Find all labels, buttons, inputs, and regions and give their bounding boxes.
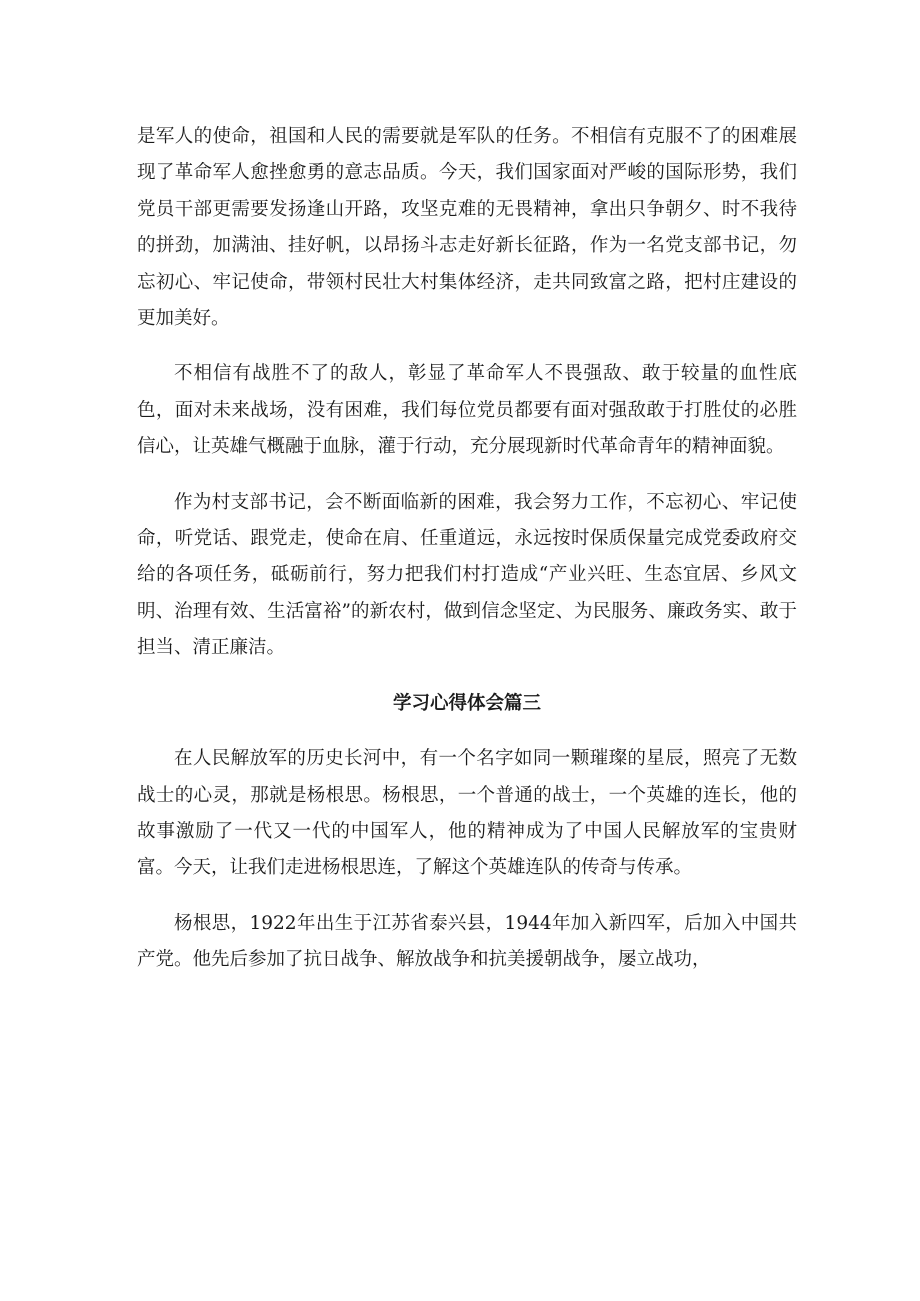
paragraph: 作为村支部书记，会不断面临新的困难，我会努力工作，不忘初心、牢记使命，听党话、跟党走，使命在肩、任重道远，永远按时保质保量完成党委政府交给的各项任务，砥砺前行，努力把我们村打造成“产业兴旺、生态宜居、乡风文明、治理有效、生活富裕”的新农村，做到信念坚定、为民服务、廉政务实、敢于担当、清正廉洁。: [137, 491, 797, 659]
section-heading: 学习心得体会篇三: [392, 692, 541, 714]
paragraph: 在人民解放军的历史长河中，有一个名字如同一颗璀璨的星辰，照亮了无数战士的心灵，那就是杨根思。杨根思，一个普通的战士，一个英雄的连长，他的故事激励了一代又一代的中国军人，他的精神成为了中国人民解放军的宝贵财富。今天，让我们走进杨根思连，了解这个英雄连队的传奇与传承。: [137, 748, 797, 879]
paragraph: 杨根思，1922年出生于江苏省泰兴县，1944年加入新四军，后加入中国共产党。他先后参加了抗日战争、解放战争和抗美援朝战争，屡立战功，: [137, 912, 797, 971]
document-page: [137, 119, 797, 998]
paragraph: 不相信有战胜不了的敌人，彰显了革命军人不畏强敌、敢于较量的血性底色，面对未来战场，没有困难，我们每位党员都要有面对强敌敢于打胜仗的必胜信心，让英雄气概融于血脉，灌于行动，充分展现新时代革命青年的精神面貌。: [137, 363, 797, 458]
paragraph-continued: 是军人的使命，祖国和人民的需要就是军队的任务。不相信有克服不了的困难展现了革命军人愈挫愈勇的意志品质。今天，我们国家面对严峻的国际形势，我们党员干部更需要发扬逢山开路，攻坚克难的无畏精神，拿出只争朝夕、时不我待的拼劲，加满油、挂好帆，以昂扬斗志走好新长征路，作为一名党支部书记，勿忘初心、牢记使命，带领村民壮大村集体经济，走共同致富之路，把村庄建设的更加美好。: [137, 126, 797, 330]
